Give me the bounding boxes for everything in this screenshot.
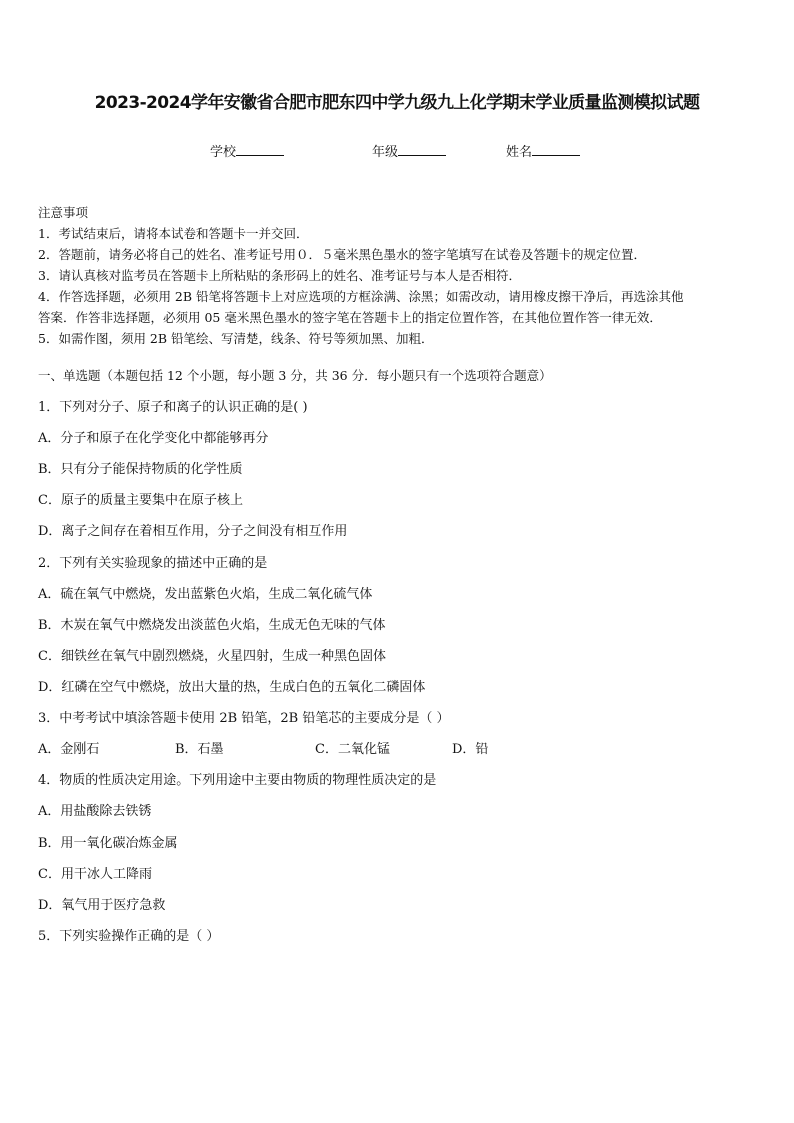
question-3-option-a[interactable]: A．金刚石	[38, 742, 100, 757]
question-3-options	[38, 738, 758, 756]
question-3-option-d[interactable]: D．铅	[452, 742, 489, 757]
notice-heading: 注意事项	[38, 205, 89, 220]
school-blank[interactable]	[236, 143, 284, 156]
question-1-option-a[interactable]: A．分子和原子在化学变化中都能够再分	[38, 431, 269, 446]
notice-line: 3．请认真核对监考员在答题卡上所粘贴的条形码上的姓名、准考证号与本人是否相符．	[38, 268, 521, 283]
school-label: 学校	[210, 145, 237, 160]
question-2-stem: 2．下列有关实验现象的描述中正确的是	[38, 556, 268, 571]
question-1-option-b[interactable]: B．只有分子能保持物质的化学性质	[38, 462, 243, 477]
grade-label: 年级	[372, 145, 399, 160]
question-4-stem: 4．物质的性质决定用途。下列用途中主要由物质的物理性质决定的是	[38, 773, 437, 788]
notice-line: 2．答题前，请务必将自己的姓名、准考证号用０．５毫米黑色墨水的签字笔填写在试卷及答题卡的规定位置．	[38, 247, 646, 262]
notice-line: 1．考试结束后，请将本试卷和答题卡一并交回．	[38, 226, 309, 241]
question-5-stem: 5．下列实验操作正确的是（ ）	[38, 929, 220, 944]
question-4-option-a[interactable]: A．用盐酸除去铁锈	[38, 804, 152, 819]
name-field[interactable]	[506, 141, 580, 160]
question-3-stem: 3．中考考试中填涂答题卡使用 2B 铅笔，2B 铅笔芯的主要成分是（ ）	[38, 711, 450, 726]
question-3-option-b[interactable]: B．石墨	[175, 742, 224, 757]
notice-line: 答案．作答非选择题，必须用 05 毫米黑色墨水的签字笔在答题卡上的指定位置作答，在其他位置作答一律无效．	[38, 310, 662, 325]
section-heading: 一、单选题（本题包括 12 个小题，每小题 3 分，共 36 分．每小题只有一个选项符合题意）	[38, 368, 552, 383]
school-field[interactable]	[210, 141, 284, 160]
name-label: 姓名	[506, 145, 533, 160]
notice-line: 4．作答选择题，必须用 2B 铅笔将答题卡上对应选项的方框涂满、涂黑；如需改动，请用橡皮擦干净后，再选涂其他	[38, 289, 684, 304]
question-2-option-a[interactable]: A．硫在氧气中燃烧，发出蓝紫色火焰，生成二氧化硫气体	[38, 587, 373, 602]
question-1-stem: 1．下列对分子、原子和离子的认识正确的是( )	[38, 400, 308, 415]
question-4-option-d[interactable]: D．氧气用于医疗急救	[38, 898, 166, 913]
name-blank[interactable]	[532, 143, 580, 156]
question-1-option-d[interactable]: D．离子之间存在着相互作用，分子之间没有相互作用	[38, 524, 348, 539]
question-3-option-c[interactable]: C．二氧化锰	[315, 742, 390, 757]
exam-title: 2023-2024学年安徽省合肥市肥东四中学九级九上化学期末学业质量监测模拟试题	[94, 93, 700, 113]
question-1-option-c[interactable]: C．原子的质量主要集中在原子核上	[38, 493, 243, 508]
question-4-option-c[interactable]: C．用干冰人工降雨	[38, 867, 152, 882]
notice-block	[38, 202, 768, 349]
question-2-option-c[interactable]: C．细铁丝在氧气中剧烈燃烧，火星四射，生成一种黑色固体	[38, 649, 386, 664]
notice-line: 5．如需作图，须用 2B 铅笔绘、写清楚，线条、符号等须加黑、加粗．	[38, 331, 434, 346]
grade-field[interactable]	[372, 141, 446, 160]
question-2-option-b[interactable]: B．木炭在氧气中燃烧发出淡蓝色火焰，生成无色无味的气体	[38, 618, 386, 633]
question-4-option-b[interactable]: B．用一氧化碳冶炼金属	[38, 836, 178, 851]
question-2-option-d[interactable]: D．红磷在空气中燃烧，放出大量的热，生成白色的五氧化二磷固体	[38, 680, 426, 695]
grade-blank[interactable]	[398, 143, 446, 156]
